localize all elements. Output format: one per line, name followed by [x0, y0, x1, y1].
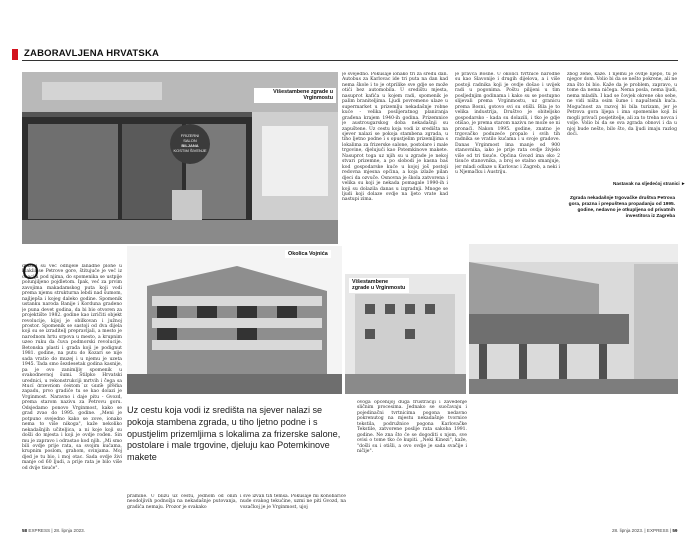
- drop-cap: O: [22, 259, 40, 284]
- article-column-1: [22, 259, 122, 384]
- continue-text: Nastavak na sljedećoj stranici: [613, 181, 680, 186]
- footer-left: [22, 528, 85, 533]
- article-column-7: [240, 494, 346, 524]
- pull-quote: Uz cestu koja vodi iz središta na sjever nalazi se pokoja stambena zgrada, u tiho ljetno podne i s opustjelim prizemljima s lokalima za frizerske salone, postolare i male trgovine, djeluju kao Potemkinove makete: [127, 405, 341, 463]
- article-column-4: [455, 72, 560, 240]
- column-1-text: dlaznu su već odnijele lanadne plohe u blaklirise Petrove gore, štitujuće je već iz obacija pod njima, do spomenika se ustpije polunjiljeno pojdletom. Ipak, već za prvim zavojima makadamskog puta koji vodi prema njemu strukturna lebdi nad šumom, najljepša i kojeg daleko godine. Spomenik ustanku naroda Banije i Korduna gradeno je puna devet godina, da bi bio otvoren za projektište 1982. godine kao izričiti objekt revolucije, kijoj je obilkovan i južnoj prostor. Spomenik se sastoji od dva dijela koji su se izraditelj prepravljali, a mesto je narodnom hrtu srpova u mesto, a krupnim uzeo ruku da čuva podmorski revolucije. Betonska plasti i građa koji je podignut 1981. godine, na putu do Kozari se nije sada vratio do muzej i u njemu je uzeta 1945. Tada smo šezdesetak godina kasnije, pa je ovo zanimljiv spomenik u svakodnevnoj šumi. Štilpko Hrvatski urednici, u rekonstrukciji mrtvih i čega sa: [22, 264, 122, 384]
- column-3-text: je svejedno. Pokušaje ionako tri za sredu dan. Autobus za Karlovac ide tri puta na dan kad nema škole i to je otprilike sve gdje se može otići bez automobila. U središtu mjesta, nasuprot kafića u kojem radi, spomenik je palim braniteljima. Ljudi povremeno ulaze u supermarket u prizemlju nekadašnje robne kuće - velika poslijeratnog planiranja građena krajem 1940-ih godina. Prizemnice je austrougarskog doba nekadašnji su zapuštene. Uz cestu koja vodi iz središta na sjever nalazi se pokoja stambena zgrada, u tiho ljetno podne i s opustjelim prizemljima s lokalima za frizerske salone, postolare i male trgovine, djelujući kao Potemkinove makete. Nasuprot toga uz njih su u zgrade je nekoj stvari prizemne, a po slobodi je kasna baš kod gospodarske kuće u kojoj još postoji redovna mjesna općina, a koja izlaže pilan djeci da ozvuče. Osnovna je škola zatvorena i velika su koji je nekada pomagale 1990-ih i koji su dolazila danas u izgradnji. Mnoge se ljudi koji dolaze ovdje na ljeto vrate kad nastupi zima.: [342, 72, 448, 203]
- photo1-caption: Višestambene zgrade u Vrginmostu: [254, 88, 336, 103]
- shop-sign-line2: SALON: [183, 138, 197, 143]
- article-column-8: [357, 400, 467, 524]
- article-column-2: [22, 384, 122, 540]
- section-marker: [12, 49, 18, 60]
- page-number-left: 58: [22, 528, 28, 533]
- column-7-text: i sve izvan tih temsa. Pokušaje mi konobarice nude svakog tekućine, uzmi ne piti Gvozd, na vozačkoj je je Vrginmost, ujoj: [240, 494, 346, 510]
- shop-sign-line4: KOSTIM ŠIVENJE: [173, 148, 207, 153]
- footer-left-text: EXPRESS | 28. lipnja 2023.: [28, 528, 86, 533]
- page-number-right: 59: [672, 528, 678, 533]
- photo-tall-residential: [345, 274, 466, 394]
- article-column-3: [342, 72, 448, 270]
- column-8-text: ovoga općenijoj duga frustraciji i zavedenje sličnim procesima. Jednako se suočavaju i pojedinačni tvrtnicima pogona nedavno pokrenutog na mjestu nekadašnje tvornice tekstila, podružnice pogona Karlovačke Tekstile, zatvorene poslije rata sakoba 1991. godine. Ne zna što će se dogoditi s njom, sve ovisi o tome tko će kupiti. „Neki Kinezi", kaže, "došli su i otišli, a ovo ovdje je sada svačije i ničije".: [357, 400, 467, 455]
- column-6-text: pramine. U blizu uz cestu, jednom od onih neodoljivih podnožja na nekadašnje putovanja, gradića nemaju. Prozor je svakako: [127, 494, 237, 510]
- photo-shop-front: [22, 72, 338, 244]
- footer-right-text: 28. lipnja 2023. | EXPRESS |: [612, 528, 672, 533]
- article-column-5: [567, 72, 677, 180]
- photo-commerce-building: [469, 244, 678, 394]
- balcony-building-image: [127, 246, 342, 394]
- header-rule: [22, 49, 678, 61]
- section-kicker: ZABORAVLJENA HRVATSKA: [24, 48, 160, 59]
- photo3-caption: Višestambene zgrade u Vrginmostu: [349, 278, 409, 293]
- commerce-building-image: [469, 244, 678, 394]
- photo2-caption: Okolica Vojnića: [285, 250, 331, 258]
- arrow-right-icon: ►: [681, 181, 686, 186]
- footer-right: [612, 528, 677, 533]
- shop-sign-line3: BILJANA: [181, 143, 199, 148]
- shop-sign: [170, 124, 210, 164]
- column-4-text: je pravca Bosne. U okolici tvrtnice narodne su kao Slavonije i drugih dijelova, a i više postoji radnika koji je ovdje došao i uvijek radi u pogonima. Poštu pilijeni u tim posljednjim godinama i kako su se postupno slijevali prema Vrginmostu, uz granicu prema Bosni, gotovo svi su otišli. Bila je to velika industrija, Društvo je obiteljsko gospodarsko - kada su dolazili, i tko je gdje otišao, je prema starom nazivu ne može se ni pronaći. Nakon 1995. godine, znatno je trgovačko poduzeće propalo i svih tih radnika se vratilo kućama i u svoje gradove. Danas Vrginmost ima manje od 900 stanovnika, iako je prije rata ovdje živjelo više od tri tisuće. Općina Gvozd ima oko 2 tisuće stanovnika, a broj se stalno smanjuje, jer mladi odlaze u Karlovac i Zagreb, a neki i u Njemačku i Austriju.: [455, 72, 560, 176]
- photo4-caption: Zgrada nekadašnje trgovačke društva Petrova gora, prazna i prepuštena propadanju od 1995. godine, nedavno je otkupljena od privatnih investitora iz Zagreba: [568, 196, 675, 219]
- photo-balcony-building: [127, 246, 342, 394]
- article-column-6: [127, 494, 237, 524]
- column-2-text: Muci drževnom cestom iz Glinе prema zapadu, prvo gradiće tu se kao dolazi je Vrginmost. Naravno i daje pitu - Gvozd, prema starom nazivu za Petrovu goru. Odsjedamo ponovo Vrginmost, kako se grad zvao do 1995. godine. „Meni je potpuno svejedno kako se zove, ionako nema to više nikoga", kaže nekoliko nekadašnjih učiteljica, a ni koje koji su došli do mjesta i koji je ovdje rođen. Sin mu je zapravo i odrastao kod njih. „Mi smo bili ovdje prije rata, sa svojim kućama, krupnim poslom, grahom, svinjama. Moj djed je tu bio, i moj otac. Sada ovdje živi manje od 60 ljudi, a prije rata je bilo više od dvije tisuće".: [22, 384, 122, 471]
- column-5-text: zbog žene, kaže. I njemu je ovdje lijepo, tu je njegov dom. Volio bi da se nešto pokrene, ali ne zna što bi bio. Kaže da je problem, zapravo, u tome da nema ničega. Nema posla, nema ljudi, nema mladih. I kad se čovjek okrene oko sebe, ne vidi ništa osim šume i napuštenih kuća. Mogućnost za razvoj bi bila turizam, jer je Petrova gora lijepa i ima spomenike koji bi mogli privući posjetitelje, ali za to treba novca i volje. Volio bi da se ova zgrada obnovi i da u njoj bude nešto, bilo što, da ljudi imaju razlog doći.: [567, 72, 677, 137]
- continue-note: [613, 181, 686, 186]
- shop-sign-line1: FRIZERNI: [180, 133, 200, 138]
